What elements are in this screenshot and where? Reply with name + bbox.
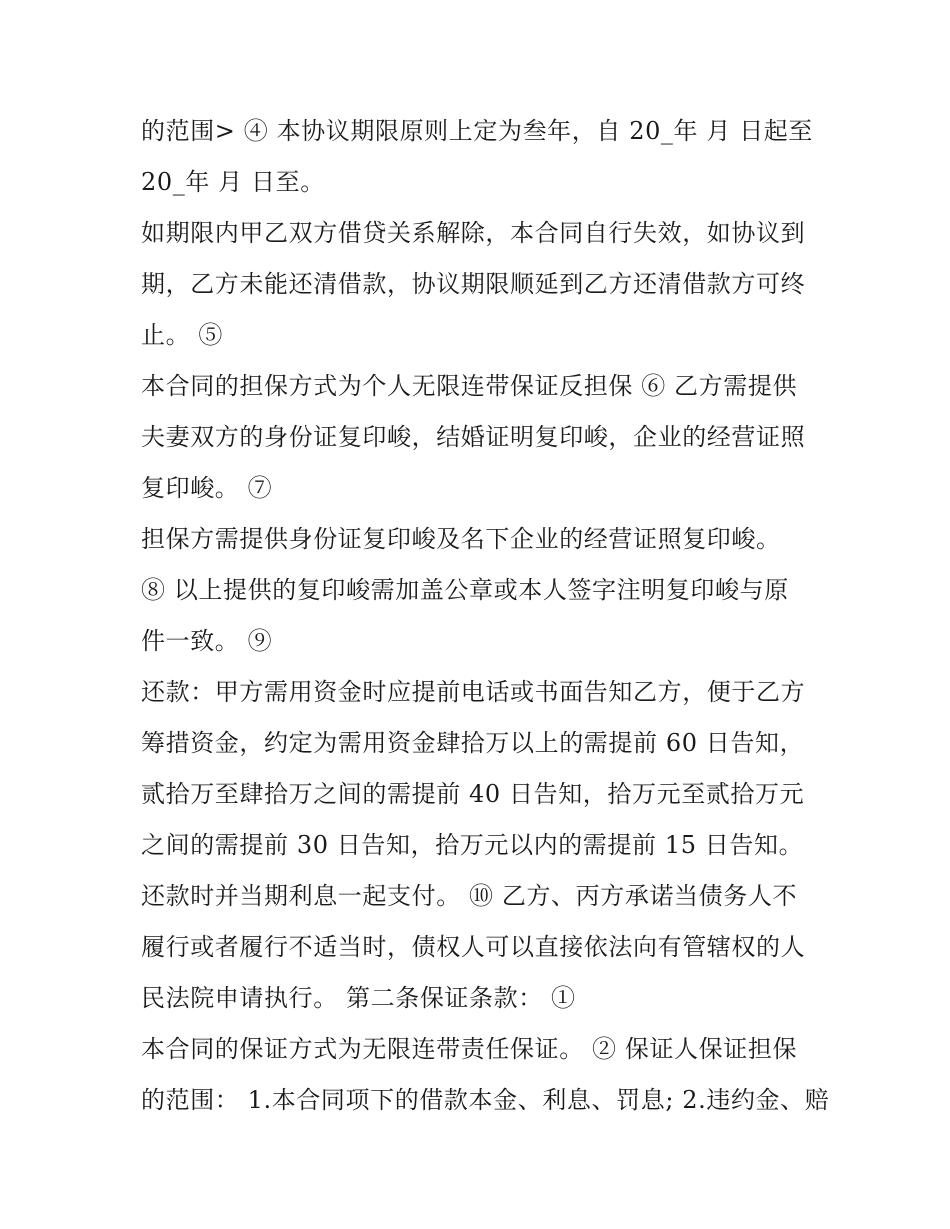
text-line: 本合同的保证方式为无限连带责任保证。 ② 保证人保证担保	[141, 1035, 798, 1063]
text-line: 夫妻双方的身份证复印峻，结婚证明复印峻，企业的经营证照	[141, 423, 806, 451]
text-line: 履行或者履行不适当时，债权人可以直接依法向有管辖权的人	[141, 933, 806, 961]
text-line: 止。 ⑤	[141, 321, 224, 349]
text-line: 件一致。 ⑨	[141, 627, 273, 655]
text-line: ⑧ 以上提供的复印峻需加盖公章或本人签字注明复印峻与原	[141, 576, 789, 604]
text-line: 本合同的担保方式为个人无限连带保证反担保 ⑥ 乙方需提供	[141, 372, 798, 400]
text-line: 20_年 月 日至。	[141, 168, 325, 196]
text-line: 民法院申请执行。 第二条保证条款： ①	[141, 984, 576, 1012]
text-line: 的范围> ④ 本协议期限原则上定为叁年，自 20_年 月 日起至	[141, 117, 813, 145]
text-line: 还款时并当期利息一起支付。 ⑩ 乙方、丙方承诺当债务人不	[141, 882, 798, 910]
text-line: 如期限内甲乙双方借贷关系解除，本合同自行失效，如协议到	[141, 219, 806, 247]
text-line: 还款：甲方需用资金时应提前电话或书面告知乙方，便于乙方	[141, 678, 806, 706]
text-line: 复印峻。 ⑦	[141, 474, 273, 502]
text-line: 期，乙方未能还清借款，协议期限顺延到乙方还清借款方可终	[141, 270, 806, 298]
text-line: 贰拾万至肆拾万之间的需提前 40 日告知，拾万元至贰拾万元	[141, 780, 805, 808]
text-line: 的范围： 1.本合同项下的借款本金、利息、罚息; 2.违约金、赔	[141, 1086, 830, 1114]
text-line: 担保方需提供身份证复印峻及名下企业的经营证照复印峻。	[141, 525, 781, 553]
text-line: 之间的需提前 30 日告知，拾万元以内的需提前 15 日告知。	[141, 831, 804, 859]
text-line: 筹措资金，约定为需用资金肆拾万以上的需提前 60 日告知，	[141, 729, 805, 757]
document-body	[141, 106, 831, 1126]
